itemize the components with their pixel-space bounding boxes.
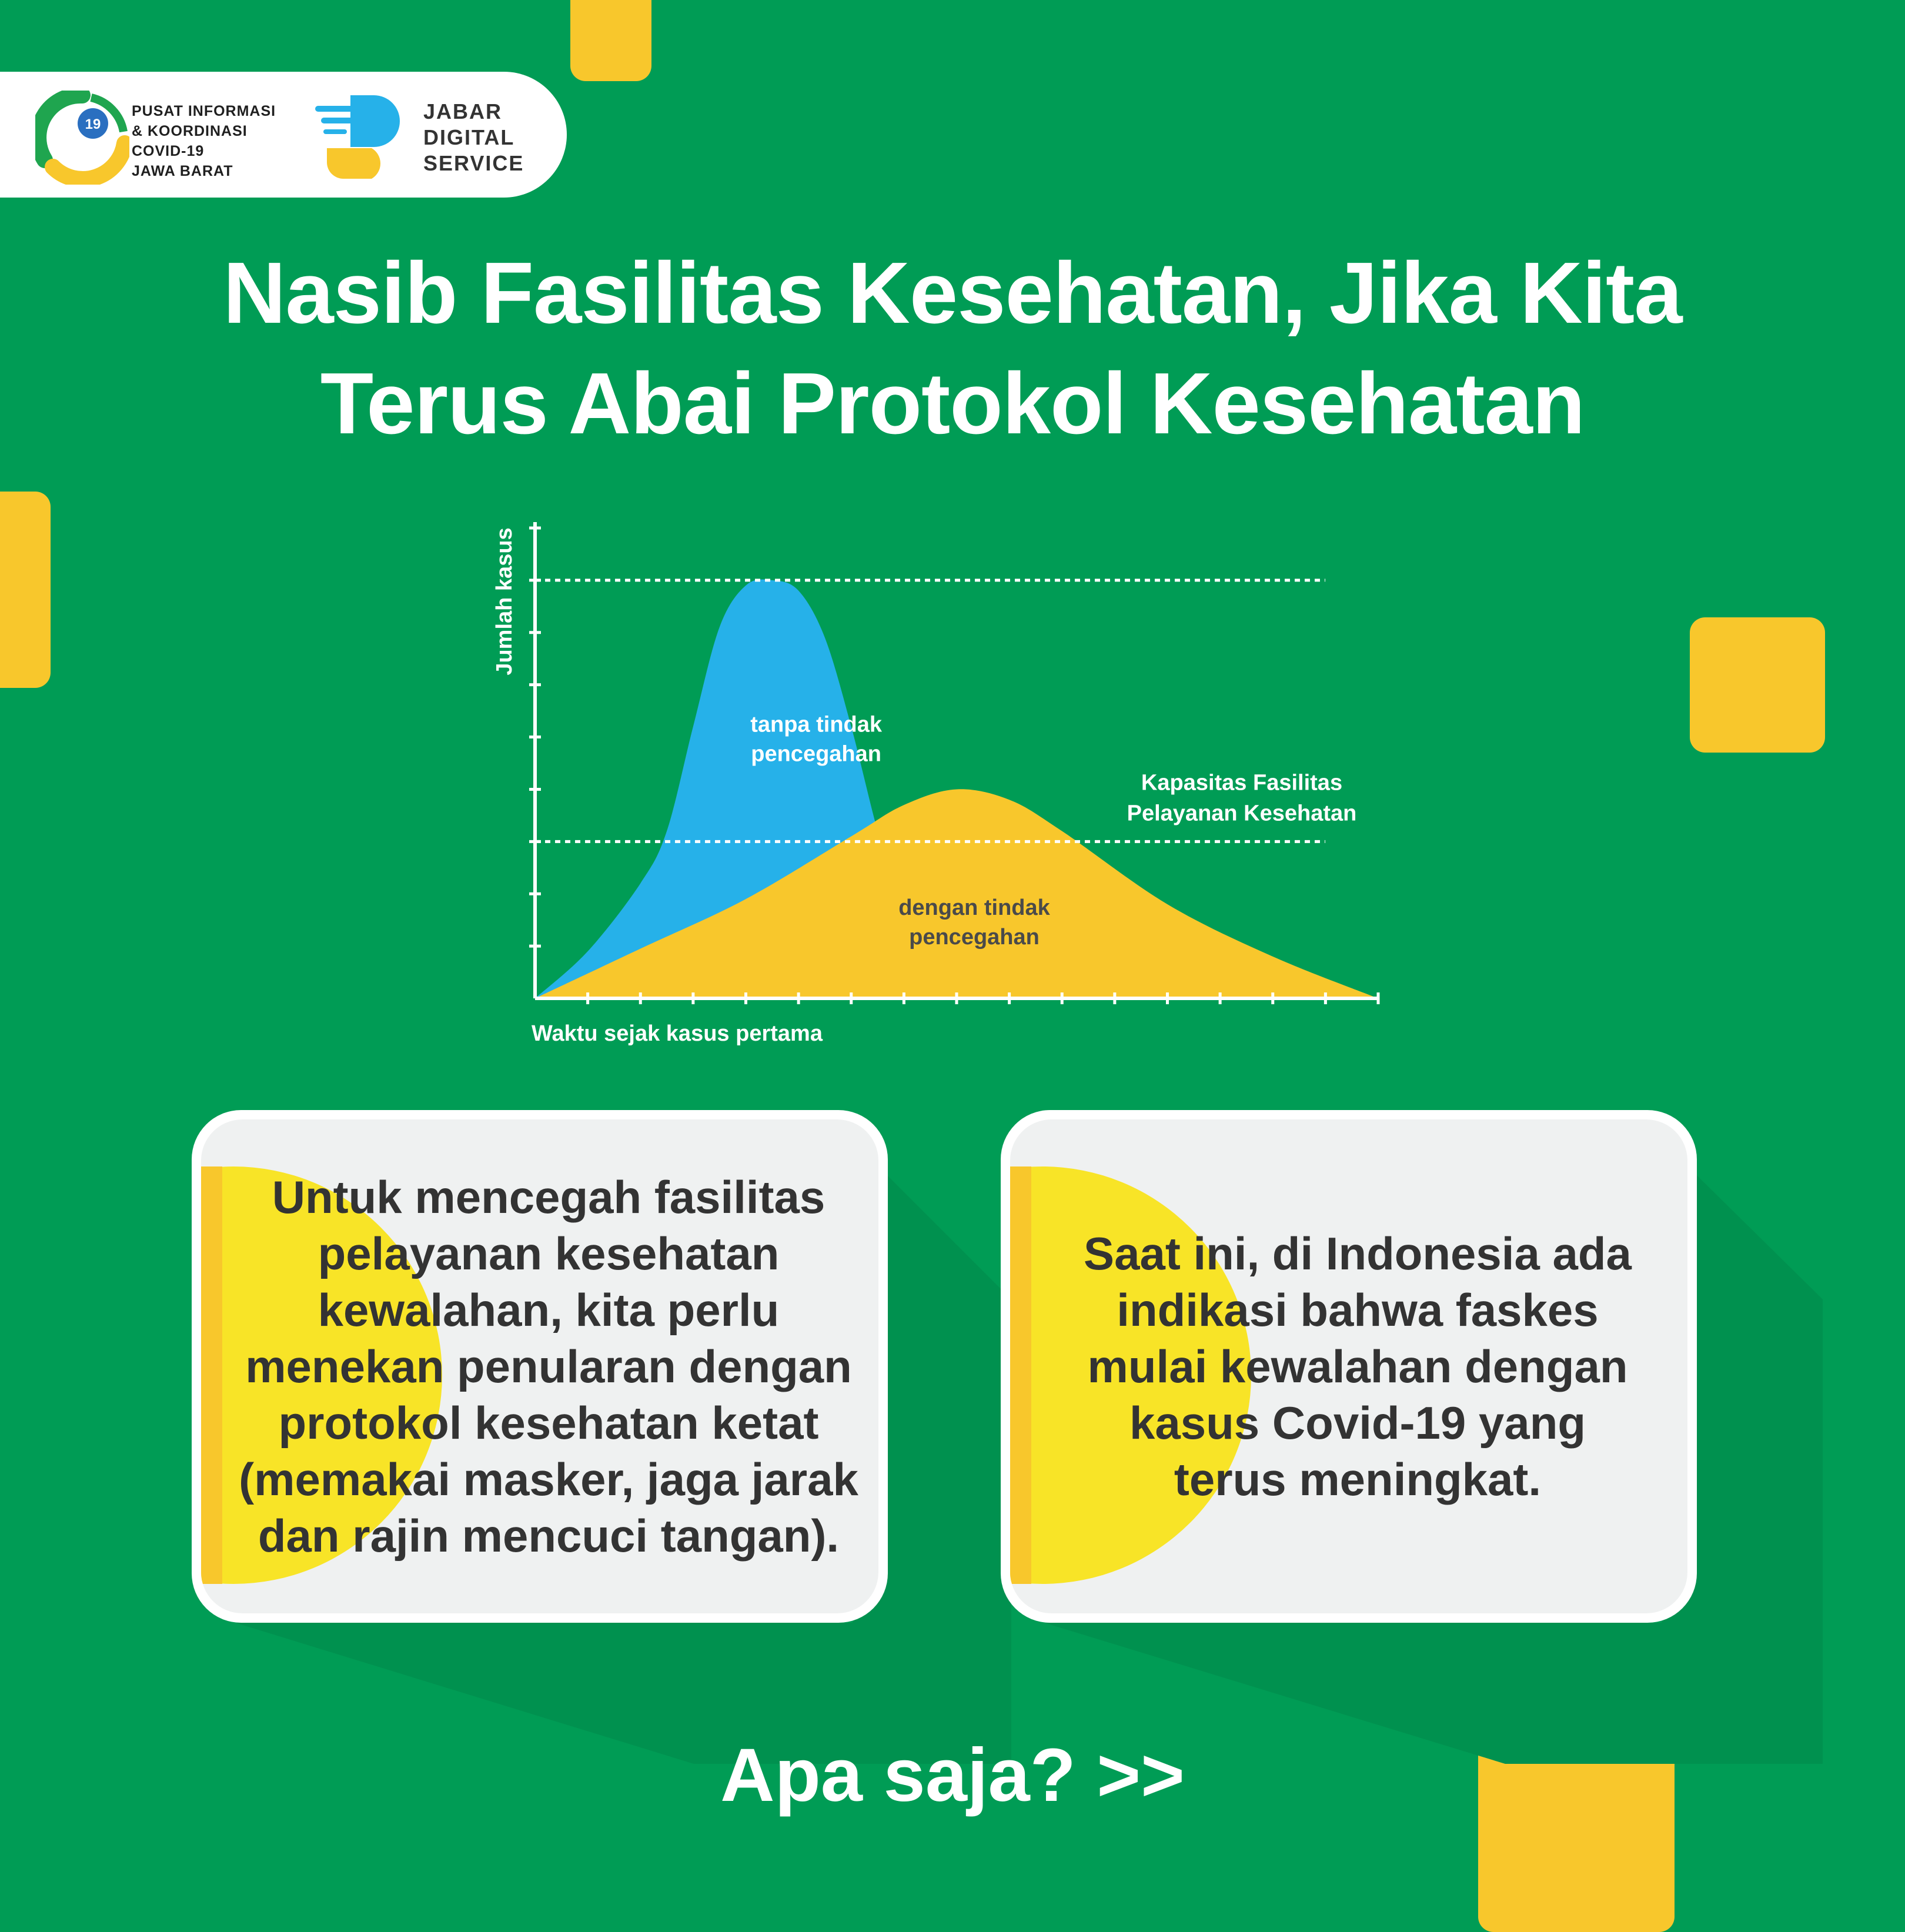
logo2-line: JABAR: [423, 99, 503, 123]
y-axis-label: Jumlah kasus: [492, 527, 517, 676]
card-body: [201, 1119, 878, 1613]
next-cta-link[interactable]: Apa saja? >>: [720, 1733, 1185, 1817]
capacity-label: Pelayanan Kesehatan: [1127, 801, 1357, 826]
x-axis-label: Waktu sejak kasus pertama: [532, 1021, 823, 1046]
info-card-right: [1001, 1110, 1697, 1623]
logo2-line: DIGITAL: [423, 125, 515, 149]
card-decor-bar: [1010, 1166, 1031, 1584]
capacity-label: Kapasitas Fasilitas: [1141, 770, 1343, 795]
series-annotation: tanpa tindak: [750, 712, 883, 737]
logo1-line: COVID-19: [132, 143, 205, 159]
logo1-line: & KOORDINASI: [132, 123, 248, 139]
title-line: Nasib Fasilitas Kesehatan, Jika Kita: [223, 245, 1682, 342]
title-line: Terus Abai Protokol Kesehatan: [320, 355, 1585, 452]
info-card-left: [192, 1110, 888, 1623]
card-text: Saat ini, di Indonesia ada indikasi bahwa faskes mulai kewalahan dengan kasus Covid-19 yang terus meningkat.: [1084, 1228, 1632, 1505]
series-annotation: dengan tindak: [898, 895, 1050, 920]
series-annotation: pencegahan: [909, 924, 1040, 950]
logo2-line: SERVICE: [423, 151, 524, 175]
card-text: Untuk mencegah fasilitas pelayanan kesehatan kewalahan, kita perlu menekan penularan dengan protokol kesehatan ketat (memakai masker, jaga jarak dan rajin mencuci tangan).: [239, 1171, 858, 1562]
card-body: [1010, 1119, 1687, 1613]
series-annotation: pencegahan: [751, 741, 881, 767]
logo1-line: JAWA BARAT: [132, 163, 233, 179]
logo1-line: PUSAT INFORMASI: [132, 103, 276, 119]
svg-text:19: 19: [85, 116, 101, 132]
card-decor-bar: [201, 1166, 222, 1584]
